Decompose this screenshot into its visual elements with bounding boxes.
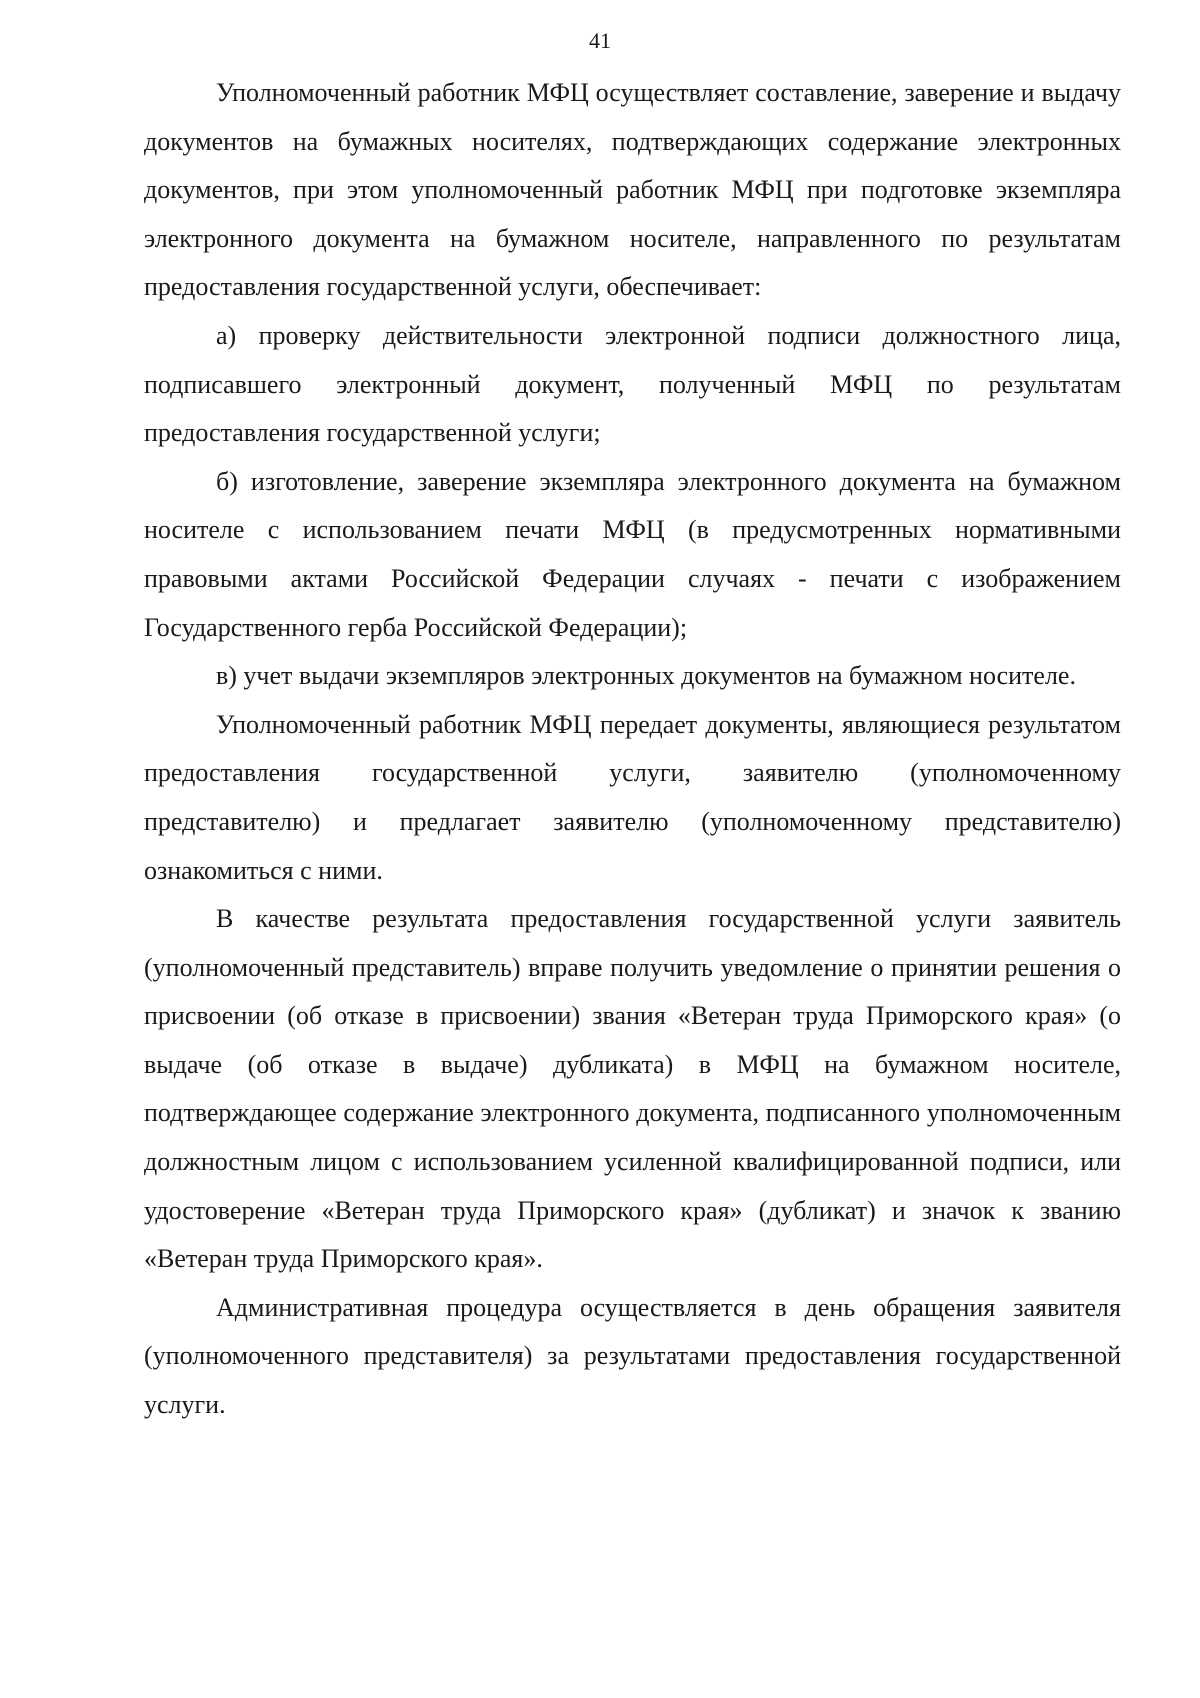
paragraph-item-a: а) проверку действительности электронной подписи должностного лица, подписавшего электронный документ, полученный МФЦ по результатам предоставления государственной услуги; [144,320,1121,448]
paragraph-result-options: В качестве результата предоставления государственной услуги заявитель (уполномоченный представитель) вправе получить уведомление о принятии решения о присвоении (об отказе в присвоении) звания «Ветеран труда Приморского края» (о выдаче (об отказе в выдаче) дубликата) в МФЦ на бумажном носителе, подтверждающее содержание электронного документа, подписанного уполномоченным должностным лицом с использованием усиленной квалифицированной подписи, или удостоверение «Ветеран труда Приморского края» (дубликат) и значок к званию «Ветеран труда Приморского края». [144,904,1121,1274]
paragraph-mfc-duties: Уполномоченный работник МФЦ осуществляет составление, заверение и выдачу документов на бумажных носителях, подтверждающих содержание электронных документов, при этом уполномоченный работник МФЦ при подготовке экземпляра электронного документа на бумажном носителе, направленного по результатам предоставления государственной услуги, обеспечивает: [144,78,1121,302]
document-body [144,69,1121,1430]
paragraph-item-b: б) изготовление, заверение экземпляра электронного документа на бумажном носителе с использованием печати МФЦ (в предусмотренных нормативными правовыми актами Российской Федерации случаях - печати с изображением Государственного герба Российской Федерации); [144,466,1121,642]
page-number: 41 [589,28,611,53]
paragraph-item-v: в) учет выдачи экземпляров электронных документов на бумажном носителе. [216,661,1076,691]
paragraph-handover: Уполномоченный работник МФЦ передает документы, являющиеся результатом предоставления государственной услуги, заявителю (уполномоченному представителю) и предлагает заявителю (уполномоченному представителю) ознакомиться с ними. [144,709,1121,885]
paragraph-procedure-timing: Административная процедура осуществляется в день обращения заявителя (уполномоченного представителя) за результатами предоставления государственной услуги. [144,1292,1121,1420]
